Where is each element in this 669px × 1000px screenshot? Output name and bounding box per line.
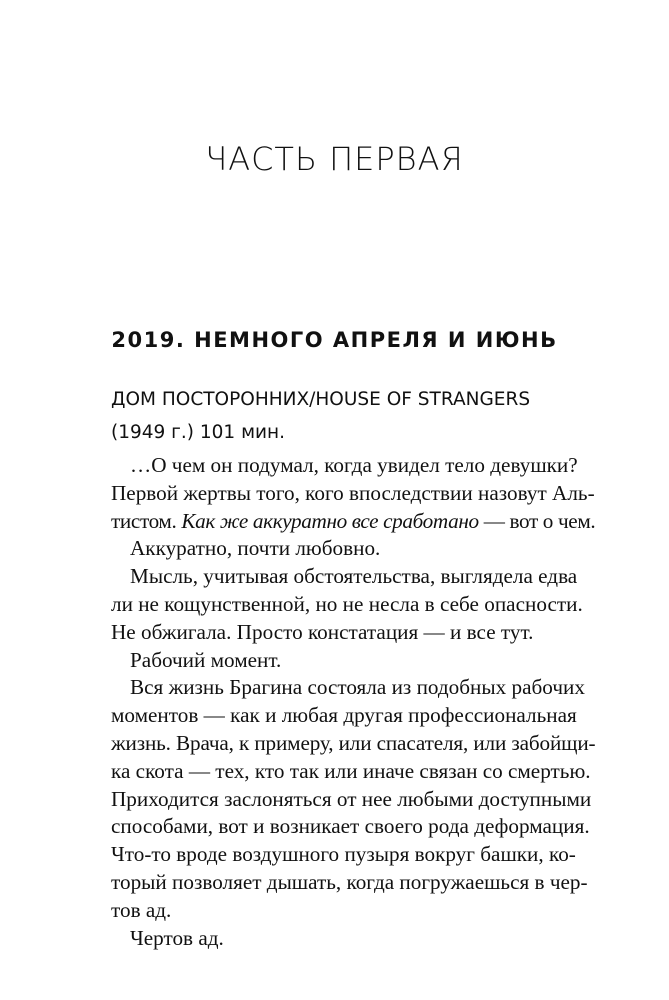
paragraph-6 bbox=[111, 925, 595, 953]
text-line: торый позволяет дышать, когда погружаешься в чер- bbox=[111, 869, 588, 894]
text-line: способами, вот и возникает своего рода деформация. bbox=[111, 814, 590, 839]
text-span: — вот о чем. bbox=[478, 508, 596, 533]
film-info bbox=[111, 383, 530, 449]
paragraph-2 bbox=[111, 535, 595, 563]
film-title: ДОМ ПОСТОРОННИХ/HOUSE OF STRANGERS bbox=[111, 389, 531, 410]
paragraph-3 bbox=[111, 563, 595, 646]
paragraph-1 bbox=[111, 452, 595, 535]
text-line bbox=[111, 508, 595, 536]
italic-phrase: Как же аккуратно все сработано bbox=[181, 508, 479, 533]
paragraph-4 bbox=[111, 647, 595, 675]
paragraph-5 bbox=[111, 674, 595, 924]
chapter-title: 2019. НЕМНОГО АПРЕЛЯ И ИЮНЬ bbox=[111, 328, 558, 352]
text-line: тов ад. bbox=[111, 897, 172, 922]
film-meta: (1949 г.) 101 мин. bbox=[111, 422, 286, 443]
text-span: тистом. bbox=[111, 508, 182, 533]
body-text bbox=[111, 452, 595, 952]
text-line: жизнь. Врача, к примеру, или спасателя, или забойщи- bbox=[111, 730, 596, 755]
text-line: Мысль, учитывая обстоятельства, выглядела едва bbox=[130, 564, 578, 589]
text-line: Рабочий момент. bbox=[130, 647, 282, 672]
text-line: Не обжигала. Просто констатация — и все тут. bbox=[111, 619, 534, 644]
part-title: ЧАСТЬ ПЕРВАЯ bbox=[205, 140, 464, 178]
text-line: Что-то вроде воздушного пузыря вокруг башки, ко- bbox=[111, 842, 576, 867]
text-line: Первой жертвы того, кого впоследствии назовут Аль- bbox=[111, 480, 595, 505]
text-line: моментов — как и любая другая профессиональная bbox=[111, 703, 577, 728]
text-line: Приходится заслоняться от нее любыми доступными bbox=[111, 786, 592, 811]
text-line: Чертов ад. bbox=[130, 925, 224, 950]
text-line: ка скота — тех, кто так или иначе связан со смертью. bbox=[111, 758, 591, 783]
text-line: ли не кощунственной, но не несла в себе опасности. bbox=[111, 591, 583, 616]
text-line: Вся жизнь Брагина состояла из подобных рабочих bbox=[130, 675, 585, 700]
text-line: Аккуратно, почти любовно. bbox=[130, 536, 381, 561]
text-line: …О чем он подумал, когда увидел тело девушки? bbox=[130, 453, 578, 477]
